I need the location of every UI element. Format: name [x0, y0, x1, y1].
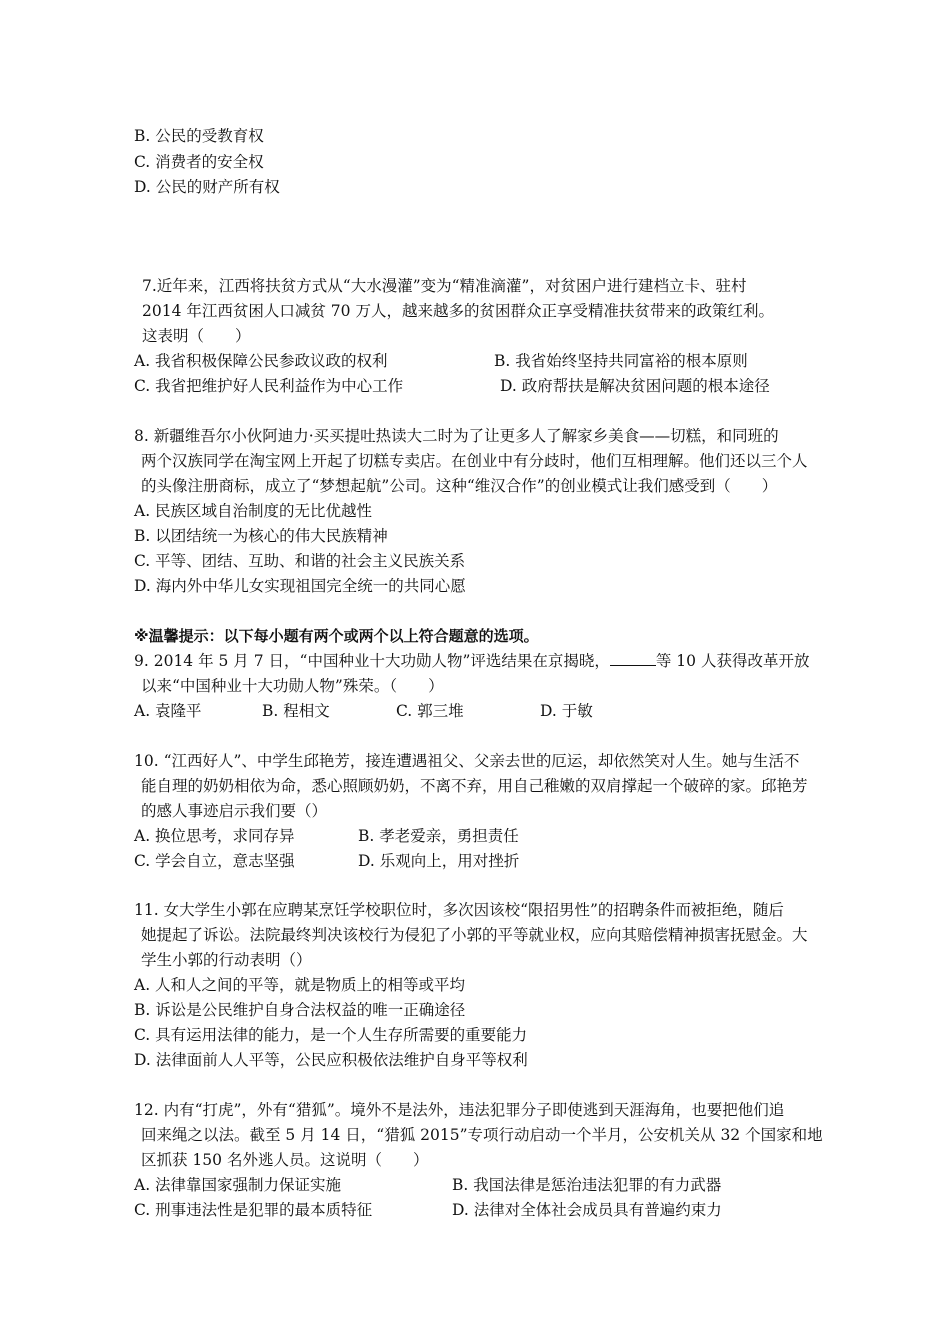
multi-choice-tip: ※温馨提示：以下每小题有两个或两个以上符合题意的选项。 — [134, 627, 539, 645]
q10-option-a: A. 换位思考，求同存异 — [134, 827, 295, 845]
q7-stem-line3: 这表明（ ） — [142, 327, 251, 345]
q8-option-c: C. 平等、团结、互助、和谐的社会主义民族关系 — [134, 552, 466, 570]
q10-option-c: C. 学会自立，意志坚强 — [134, 852, 295, 870]
q11-stem-line3: 学生小郭的行动表明（） — [141, 951, 312, 969]
q12-option-c: C. 刑事违法性是犯罪的最本质特征 — [134, 1201, 373, 1219]
q7-option-a: A. 我省积极保障公民参政议政的权利 — [134, 352, 388, 370]
q12-option-d: D. 法律对全体社会成员具有普遍约束力 — [452, 1201, 722, 1219]
q9-stem-pre: 9. 2014 年 5 月 7 日，“中国种业十大功勋人物”评选结果在京揭晓， — [134, 652, 610, 670]
q8-option-b: B. 以团结统一为核心的伟大民族精神 — [134, 527, 388, 545]
q7-stem-line2: 2014 年江西贫困人口减贫 70 万人，越来越多的贫困群众正享受精准扶贫带来的政策红利。 — [142, 302, 774, 320]
q9-stem-post: 等 10 人获得改革开放 — [655, 652, 810, 670]
q12-stem-line2: 回来绳之以法。截至 5 月 14 日，“猎狐 2015”专项行动启动一个半月，公安机关从 32 个国家和地 — [141, 1126, 823, 1144]
q7-stem-line1: 7.近年来，江西将扶贫方式从“大水漫灌”变为“精准滴灌”，对贫困户进行建档立卡、驻村 — [142, 277, 747, 295]
q9-option-b: B. 程相文 — [262, 702, 330, 720]
q9-option-a: A. 袁隆平 — [134, 702, 202, 720]
q12-stem-line1: 12. 内有“打虎”，外有“猎狐”。境外不是法外，违法犯罪分子即使逃到天涯海角，也要把他们追 — [134, 1101, 785, 1119]
q6-option-d: D. 公民的财产所有权 — [134, 178, 280, 196]
q7-option-b: B. 我省始终坚持共同富裕的根本原则 — [494, 352, 748, 370]
q10-option-b: B. 孝老爱亲，勇担责任 — [358, 827, 519, 845]
q8-stem-line2: 两个汉族同学在淘宝网上开起了切糕专卖店。在创业中有分歧时，他们互相理解。他们还以三个人 — [141, 452, 808, 470]
q8-stem-line3: 的头像注册商标，成立了“梦想起航”公司。这种“维汉合作”的创业模式让我们感受到（ ） — [141, 477, 778, 495]
q11-option-c: C. 具有运用法律的能力，是一个人生存所需要的重要能力 — [134, 1026, 528, 1044]
q10-option-d: D. 乐观向上，用对挫折 — [358, 852, 520, 870]
q11-option-d: D. 法律面前人人平等，公民应积极依法维护自身平等权利 — [134, 1051, 528, 1069]
q8-option-d: D. 海内外中华儿女实现祖国完全统一的共同心愿 — [134, 577, 466, 595]
q11-stem-line2: 她提起了诉讼。法院最终判决该校行为侵犯了小郭的平等就业权，应向其赔偿精神损害抚慰金。大 — [141, 926, 808, 944]
q12-option-a: A. 法律靠国家强制力保证实施 — [134, 1176, 342, 1194]
q11-option-a: A. 人和人之间的平等，就是物质上的相等或平均 — [134, 976, 466, 994]
q11-stem-line1: 11. 女大学生小郭在应聘某烹饪学校职位时，多次因该校“限招男性”的招聘条件而被拒绝，随后 — [134, 901, 784, 919]
q11-option-b: B. 诉讼是公民维护自身合法权益的唯一正确途径 — [134, 1001, 466, 1019]
q10-stem-line1: 10. “江西好人”、中学生邱艳芳，接连遭遇祖父、父亲去世的厄运，却依然笑对人生。她与生活不 — [134, 752, 800, 770]
q9-stem-line1 — [134, 651, 809, 671]
q9-option-c: C. 郭三堆 — [396, 702, 464, 720]
q9-option-d: D. 于敏 — [540, 702, 593, 720]
q12-stem-line3: 区抓获 150 名外逃人员。这说明（ ） — [141, 1151, 429, 1169]
q8-option-a: A. 民族区域自治制度的无比优越性 — [134, 502, 373, 520]
q8-stem-line1: 8. 新疆维吾尔小伙阿迪力·买买提吐热读大二时为了让更多人了解家乡美食——切糕，和同班的 — [134, 427, 779, 445]
q6-option-c: C. 消费者的安全权 — [134, 153, 264, 171]
q10-stem-line3: 的感人事迹启示我们要（） — [141, 802, 328, 820]
q10-stem-line2: 能自理的奶奶相依为命，悉心照顾奶奶，不离不弃，用自己稚嫩的双肩撑起一个破碎的家。邱艳芳 — [141, 777, 808, 795]
q9-stem-line2: 以来“中国种业十大功勋人物”殊荣。（ ） — [141, 677, 444, 695]
q12-option-b: B. 我国法律是惩治违法犯罪的有力武器 — [452, 1176, 722, 1194]
answer-blank — [610, 651, 656, 666]
q7-option-c: C. 我省把维护好人民利益作为中心工作 — [134, 377, 404, 395]
q6-option-b: B. 公民的受教育权 — [134, 127, 264, 145]
q7-option-d: D. 政府帮扶是解决贫困问题的根本途径 — [500, 377, 770, 395]
